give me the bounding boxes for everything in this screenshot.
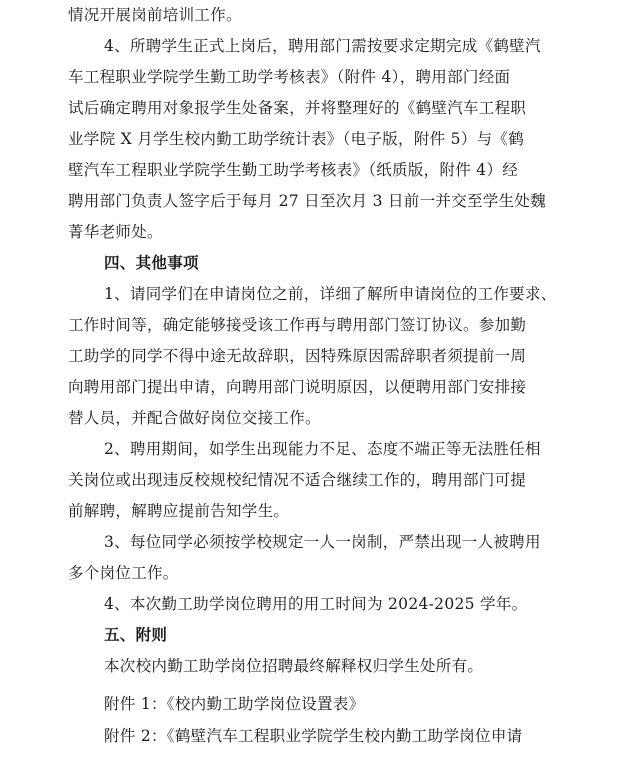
text-line: 聘用部门负责人签字后于每月 27 日至次月 3 日前一并交至学生处魏	[68, 192, 546, 210]
text-line: 菁华老师处。	[68, 223, 163, 241]
attachment-line: 附件 2：《鹤壁汽车工程职业学院学生校内勤工助学岗位申请	[104, 727, 523, 745]
text-line: 多个岗位工作。	[68, 564, 179, 582]
text-line: 4、所聘学生正式上岗后，聘用部门需按要求定期完成《鹤壁汽	[104, 37, 541, 55]
text-line: 前解聘，解聘应提前告知学生。	[68, 502, 290, 520]
text-line: 工作时间等，确定能够接受该工作再与聘用部门签订协议。参加勤	[68, 316, 527, 334]
text-line: 3、每位同学必须按学校规定一人一岗制，严禁出现一人被聘用	[104, 533, 541, 551]
text-line: 车工程职业学院学生勤工助学考核表》（附件 4），聘用部门经面	[68, 68, 511, 86]
text-line: 向聘用部门提出申请，向聘用部门说明原因，以便聘用部门安排接	[68, 378, 527, 396]
section-heading: 四、其他事项	[104, 253, 199, 272]
text-line: 1、请同学们在申请岗位之前，详细了解所申请岗位的工作要求、	[104, 285, 557, 303]
text-line: 4、本次勤工助学岗位聘用的用工时间为 2024-2025 学年。	[104, 595, 528, 613]
text-line: 2、聘用期间，如学生出现能力不足、态度不端正等无法胜任相	[104, 440, 541, 458]
text-line: 工助学的同学不得中途无故辞职，因特殊原因需辞职者须提前一周	[68, 347, 527, 365]
text-line: 本次校内勤工助学岗位招聘最终解释权归学生处所有。	[104, 657, 484, 675]
attachment-line: 附件 1：《校内勤工助学岗位设置表》	[104, 695, 365, 713]
text-line: 试后确定聘用对象报学生处备案，并将整理好的《鹤壁汽车工程职	[68, 99, 527, 117]
text-line: 情况开展岗前培训工作。	[68, 6, 242, 24]
text-line: 替人员，并配合做好岗位交接工作。	[68, 409, 321, 427]
text-line: 业学院 X 月学生校内勤工助学统计表》（电子版，附件 5）与《鹤	[68, 130, 525, 148]
section-heading: 五、附则	[104, 625, 168, 644]
text-line: 壁汽车工程职业学院学生勤工助学考核表》（纸质版，附件 4）经	[68, 161, 519, 179]
text-line: 关岗位或出现违反校规校纪情况不适合继续工作的，聘用部门可提	[68, 471, 527, 489]
